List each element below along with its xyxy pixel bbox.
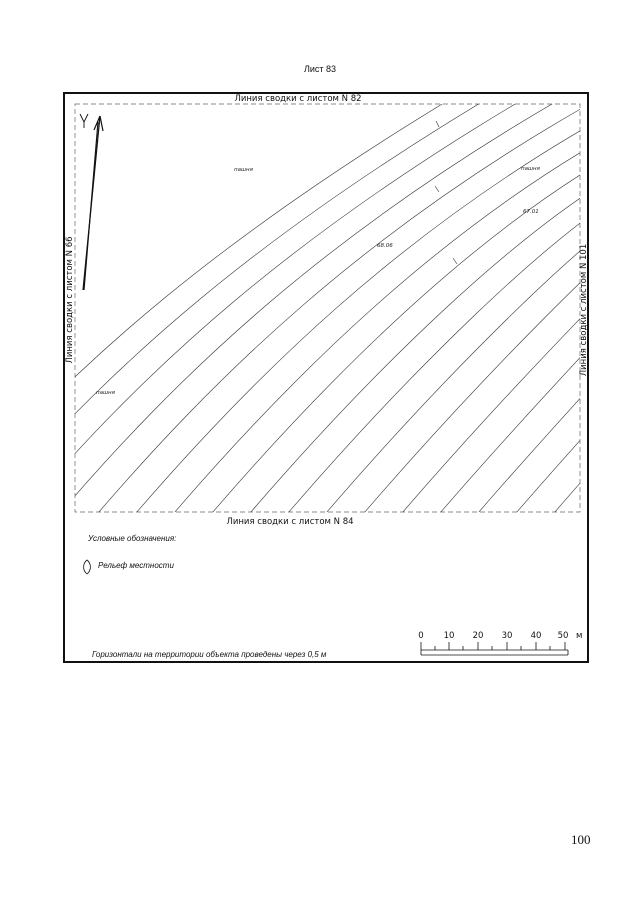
scale-unit: м bbox=[576, 631, 583, 641]
sheet-title: Лист 83 bbox=[303, 64, 337, 74]
contour-line bbox=[54, 77, 599, 520]
contour-line bbox=[548, 282, 640, 520]
land-label-pashnya: пашня bbox=[96, 390, 115, 396]
contour-line bbox=[92, 94, 606, 520]
contour-interval-note: Горизонтали на территории объекта проведены через 0,5 м bbox=[92, 650, 327, 659]
contour-line bbox=[168, 129, 622, 520]
contour-line bbox=[586, 291, 640, 520]
left-label: Линия сводки с листом N 66 bbox=[65, 236, 75, 364]
contour-line bbox=[396, 231, 640, 520]
scale-bar bbox=[421, 642, 568, 655]
contour-line bbox=[434, 247, 640, 520]
land-label-pashnya: пашня bbox=[521, 166, 540, 172]
relief-icon bbox=[84, 560, 91, 574]
contour-line bbox=[624, 299, 640, 520]
legend-title: Условные обозначения: bbox=[88, 534, 177, 543]
top-label: Линия сводки с листом N 82 bbox=[234, 94, 362, 104]
right-label: Линия сводки с листом N 101 bbox=[579, 243, 589, 377]
contour-line bbox=[206, 146, 629, 520]
scale-tick-label: 10 bbox=[443, 631, 455, 641]
sheet-boundary bbox=[75, 104, 580, 512]
scale-tick-label: 50 bbox=[557, 631, 569, 641]
contour-line bbox=[244, 163, 637, 520]
north-arrow-icon bbox=[80, 114, 103, 290]
bottom-label: Линия сводки с листом N 84 bbox=[226, 517, 354, 527]
elevation-label: 68.06 bbox=[377, 243, 393, 249]
contour-line bbox=[320, 197, 640, 520]
elevation-label: 67.01 bbox=[523, 209, 539, 215]
land-label-pashnya: пашня bbox=[234, 167, 253, 173]
scale-tick-label: 40 bbox=[530, 631, 542, 641]
contour-line bbox=[130, 112, 614, 521]
scale-tick-label: 0 bbox=[418, 631, 424, 641]
slope-ticks bbox=[435, 121, 457, 264]
page-number: 100 bbox=[571, 832, 591, 847]
contour-line bbox=[510, 272, 640, 520]
legend-relief-label: Рельеф местности bbox=[98, 561, 174, 570]
scale-tick-label: 20 bbox=[472, 631, 484, 641]
contour-line bbox=[358, 214, 640, 520]
contour-line bbox=[472, 260, 640, 520]
scale-tick-label: 30 bbox=[501, 631, 513, 641]
